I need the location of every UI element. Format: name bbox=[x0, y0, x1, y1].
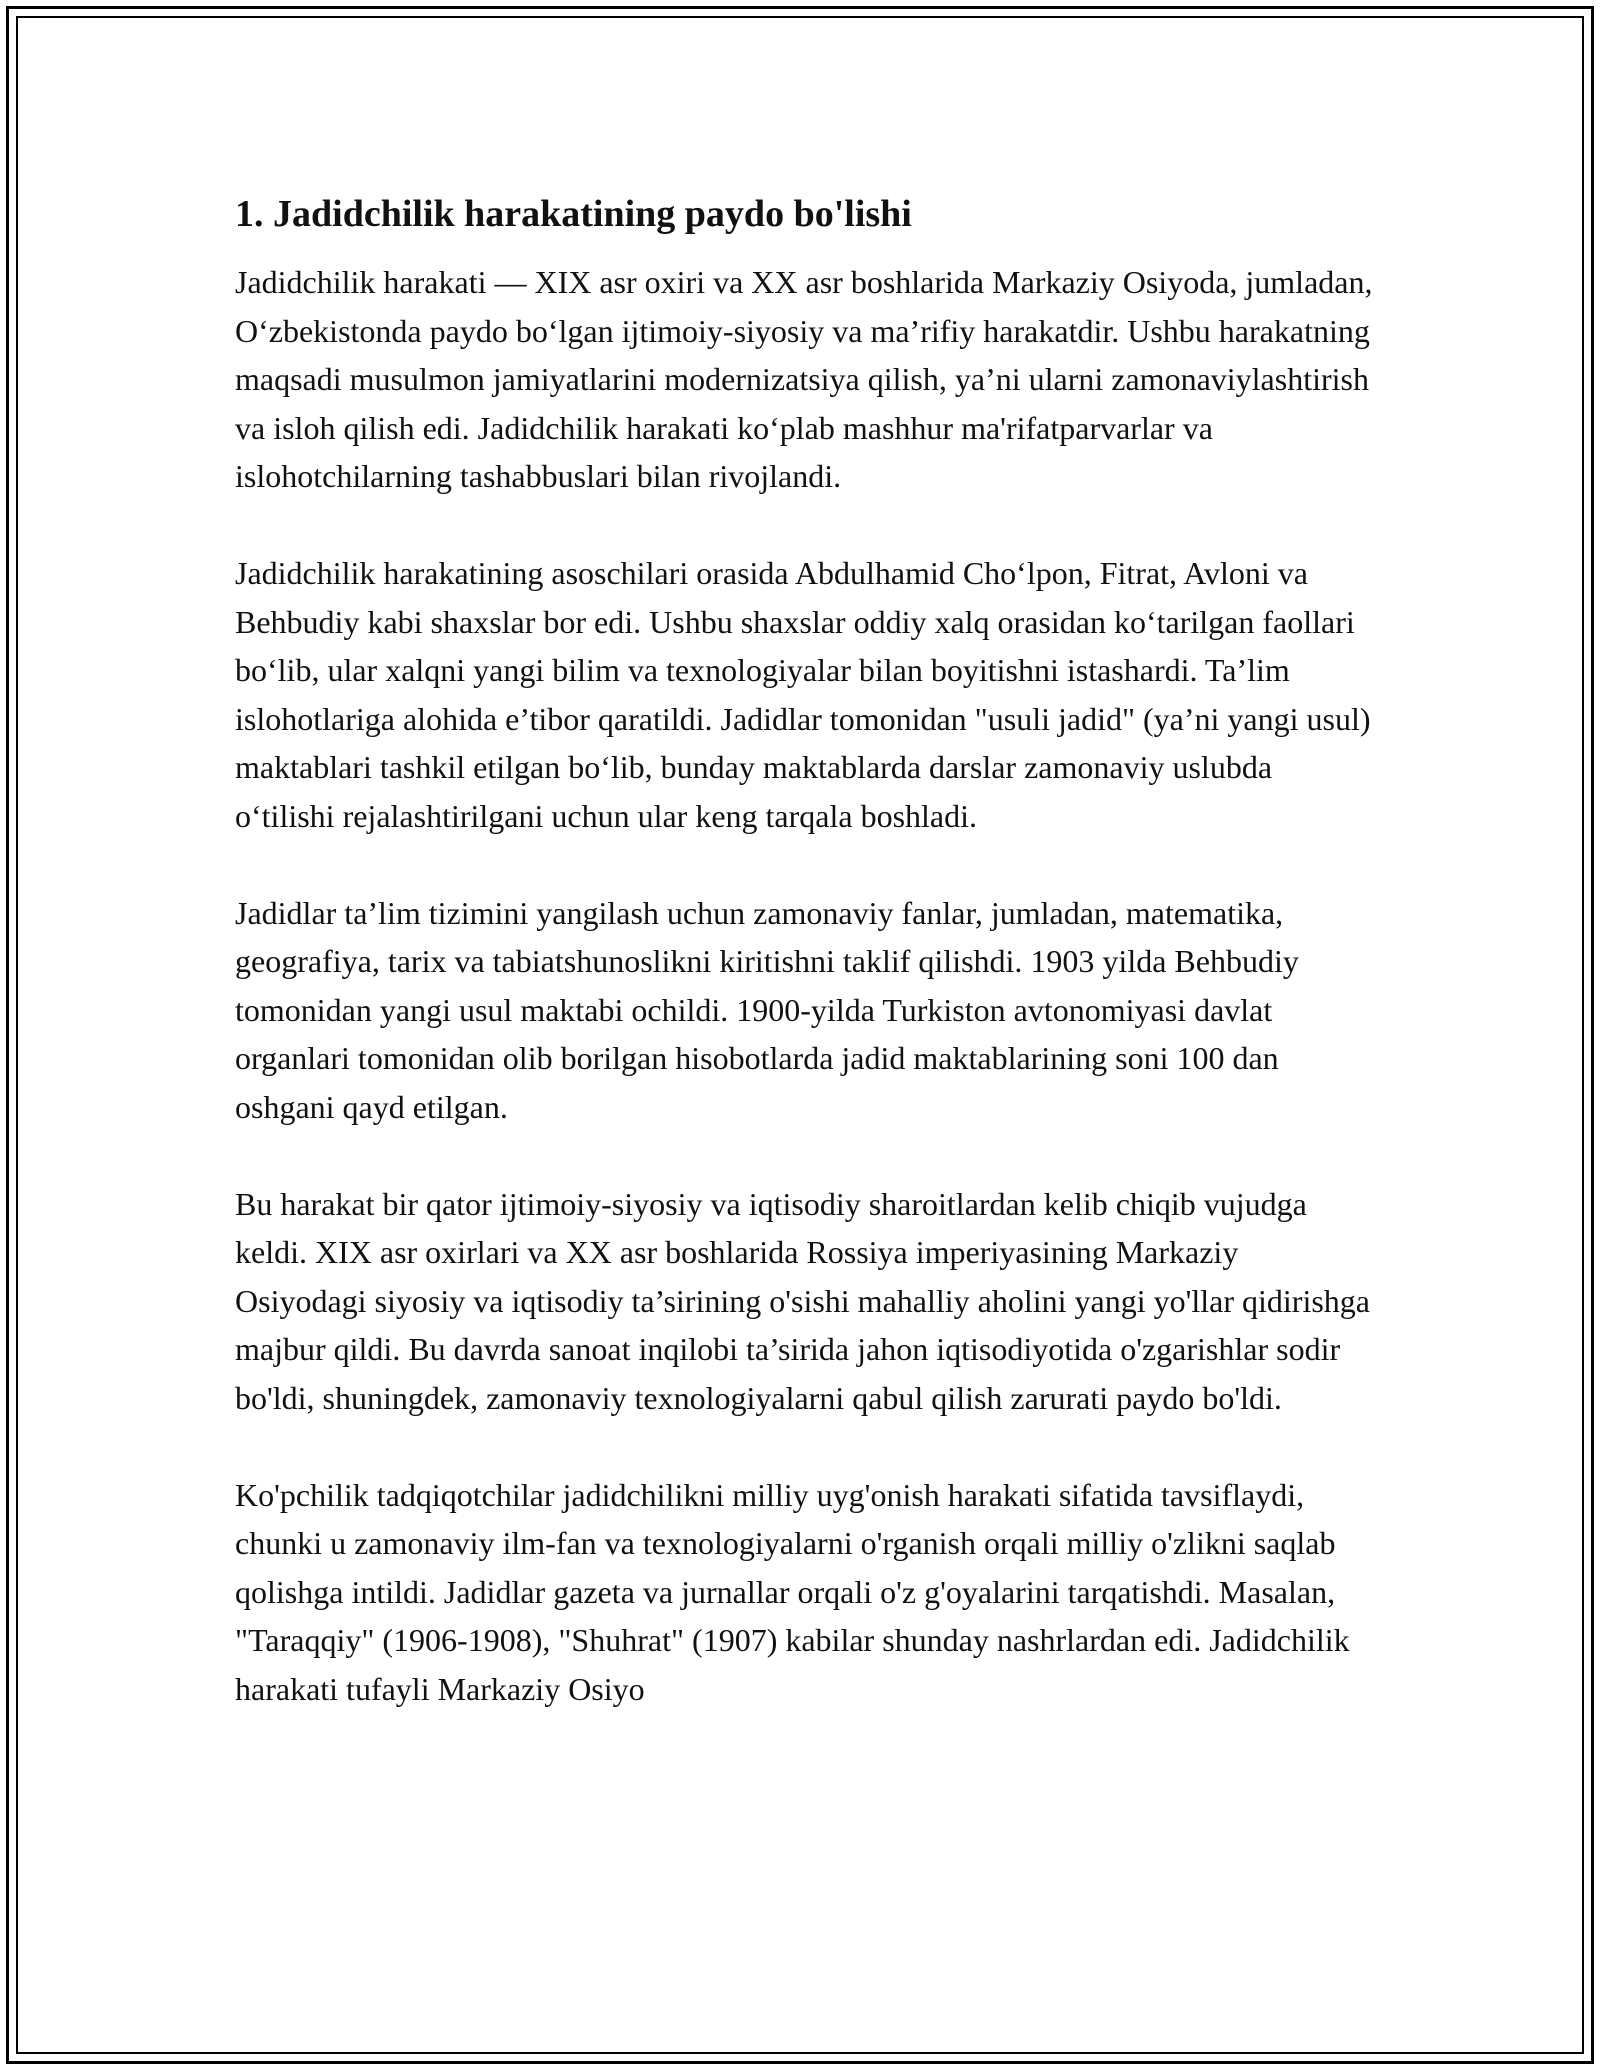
paragraph-3: Jadidlar ta’lim tizimini yangilash uchun zamonaviy fanlar, jumladan, matematika, geografiya, tarix va tabiatshunoslikni kiritishni taklif qilishdi. 1903 yilda Behbudiy tomonidan yangi usul maktabi ochildi. 1900-yilda Turkiston avtonomiyasi davlat organlari tomonidan olib borilgan hisobotlarda jadid maktablarining soni 100 dan oshgani qayd etilgan. bbox=[235, 894, 1299, 1125]
paragraph-5: Ko'pchilik tadqiqotchilar jadidchilikni milliy uyg'onish harakati sifatida tavsiflaydi, chunki u zamonaviy ilm-fan va texnologiyalarni o'rganish orqali milliy o'zlikni saqlab qolishga intildi. Jadidlar gazeta va jurnallar orqali o'z g'oyalarini tarqatishdi. Masalan, "Taraqqiy" (1906-1908), "Shuhrat" (1907) kabilar shunday nashrlardan edi. Jadidchilik harakati tufayli Markaziy Osiyo bbox=[235, 1476, 1350, 1707]
paragraph-1: Jadidchilik harakati — XIX asr oxiri va XX asr boshlarida Markaziy Osiyoda, jumladan, O‘zbekistonda paydo bo‘lgan ijtimoiy-siyosiy va ma’rifiy harakatdir. Ushbu harakatning maqsadi musulmon jamiyatlarini modernizatsiya qilish, ya’ni ularni zamonaviylashtirish va isloh qilish edi. Jadidchilik harakati ko‘plab mashhur ma'rifatparvarlar va islohotchilarning tashabbuslari bilan rivojlandi. bbox=[235, 264, 1373, 494]
section-title: 1. Jadidchilik harakatining paydo bo'lishi bbox=[235, 193, 912, 235]
document-body bbox=[235, 188, 1375, 1762]
paragraph-2: Jadidchilik harakatining asoschilari orasida Abdulhamid Cho‘lpon, Fitrat, Avloni va Behbudiy kabi shaxslar bor edi. Ushbu shaxslar oddiy xalq orasidan ko‘tarilgan faollari bo‘lib, ular xalqni yangi bilim va texnologiyalar bilan boyitishni istashardi. Ta’lim islohotlariga alohida e’tibor qaratildi. Jadidlar tomonidan "usuli jadid" (ya’ni yangi usul) maktablari tashkil etilgan bo‘lib, bunday maktablarda darslar zamonaviy uslubda o‘tilishi rejalashtirilgani uchun ular keng tarqala boshladi. bbox=[235, 555, 1371, 834]
paragraph-4: Bu harakat bir qator ijtimoiy-siyosiy va iqtisodiy sharoitlardan kelib chiqib vujudga keldi. XIX asr oxirlari va XX asr boshlarida Rossiya imperiyasining Markaziy Osiyodagi siyosiy va iqtisodiy ta’sirining o'sishi mahalliy aholini yangi yo'llar qidirishga majbur qildi. Bu davrda sanoat inqilobi ta’sirida jahon iqtisodiyotida o'zgarishlar sodir bo'ldi, shuningdek, zamonaviy texnologiyalarni qabul qilish zarurati paydo bo'ldi. bbox=[235, 1185, 1370, 1416]
